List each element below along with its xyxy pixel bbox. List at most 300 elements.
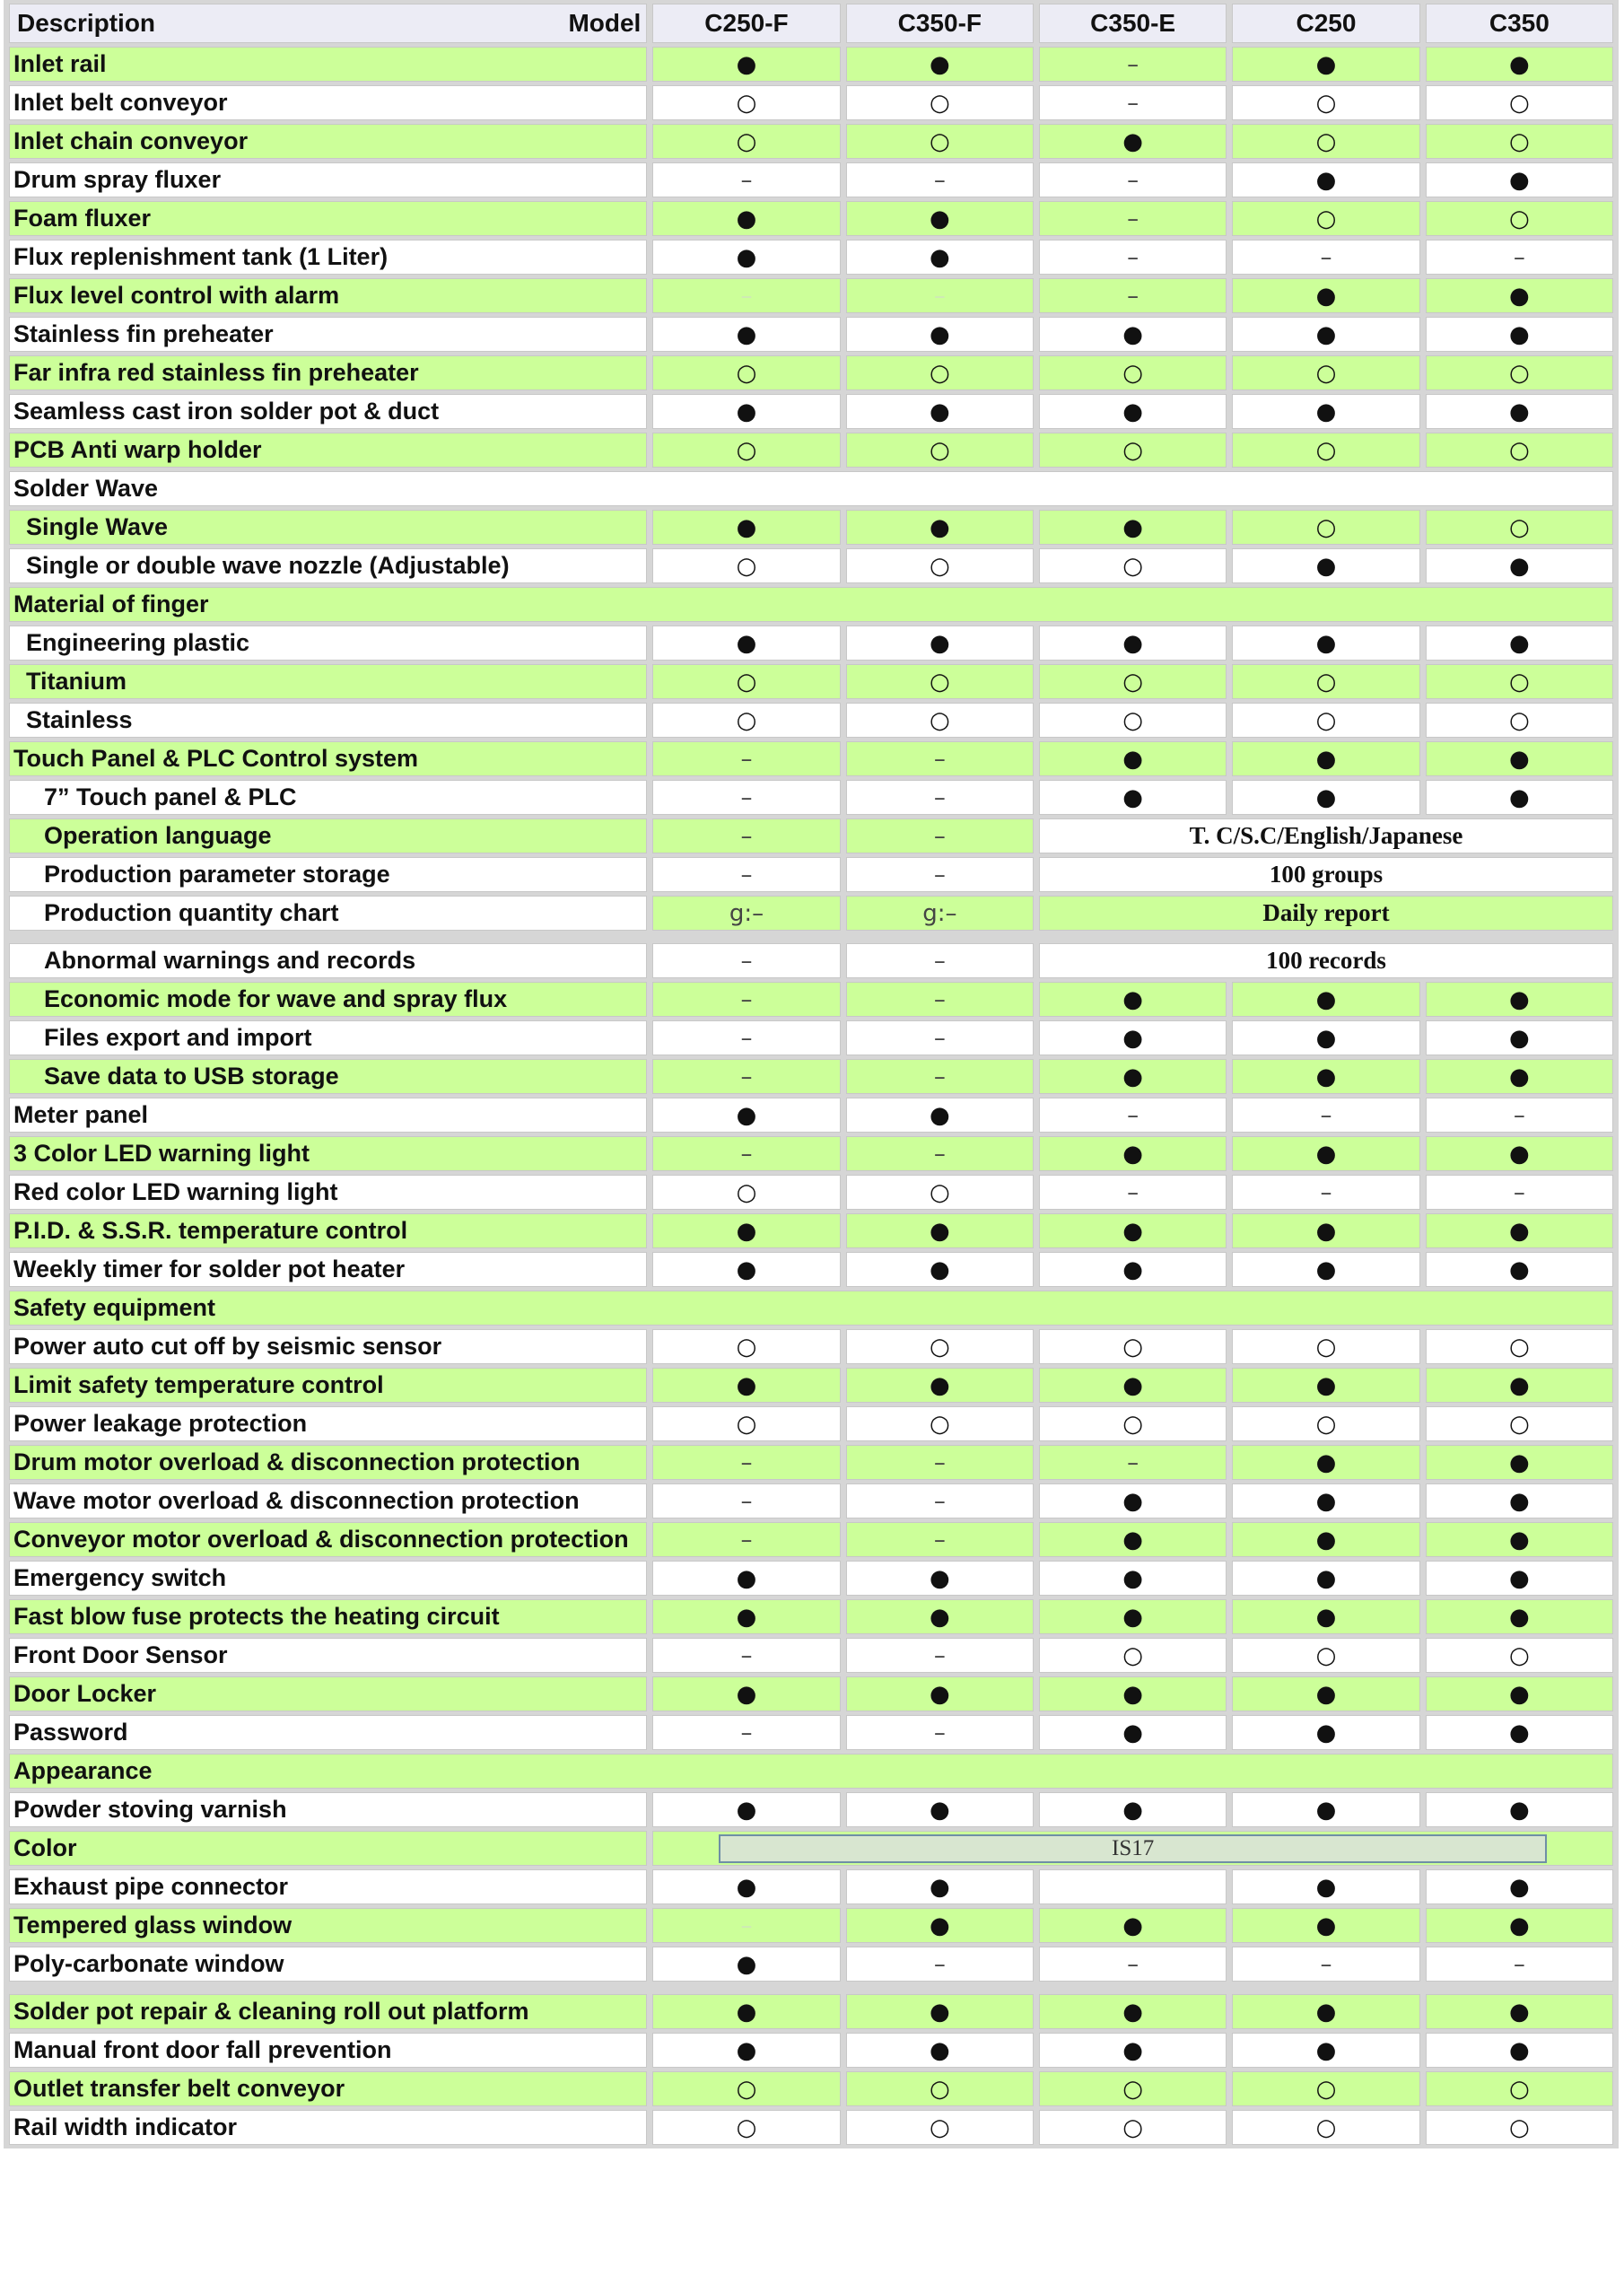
cell-c250 [1232, 510, 1419, 545]
not-available-dash: – [1127, 244, 1139, 271]
cell-c350-f [846, 2071, 1034, 2106]
standard-dot: ● [1508, 398, 1530, 425]
cell-c250-f [652, 1638, 840, 1673]
cell-c350-f [846, 162, 1034, 197]
table-row [9, 1483, 1613, 1518]
cell-c350-e [1039, 1908, 1227, 1943]
table-row [9, 1676, 1613, 1711]
standard-dot: ● [736, 1797, 757, 1824]
not-available-dash: – [933, 1951, 946, 1978]
cell-c350 [1426, 1059, 1613, 1094]
table-row [9, 1020, 1613, 1055]
standard-dot: ● [1315, 746, 1337, 773]
row-label-tempered-glass-window: Tempered glass window [9, 1908, 647, 1943]
standard-dot: ● [1122, 1218, 1143, 1245]
cell-c350 [1426, 278, 1613, 313]
not-available-dash: – [740, 1449, 753, 1476]
not-available-dash: – [740, 1025, 753, 1052]
optional-circle: ○ [1508, 669, 1530, 696]
gap-cell [9, 934, 1613, 940]
cell-c350-f [846, 510, 1034, 545]
cell-c250-f [652, 355, 840, 390]
standard-dot: ● [1508, 1063, 1530, 1090]
table-row [9, 741, 1613, 776]
cell-c350-e [1039, 1252, 1227, 1287]
row-label-appearance: Appearance [9, 1754, 1613, 1789]
faint-dash-mark: – [740, 1912, 753, 1939]
cell-c350-f [846, 1676, 1034, 1711]
section-row [9, 1291, 1613, 1326]
cell-c350-f [846, 2033, 1034, 2068]
cell-c250-f [652, 1368, 840, 1403]
standard-dot: ● [1508, 2037, 1530, 2064]
cell-c350-f [846, 1908, 1034, 1943]
table-row [9, 1445, 1613, 1480]
standard-dot: ● [929, 1912, 950, 1939]
standard-dot: ● [929, 51, 950, 78]
optional-circle: ○ [929, 1179, 950, 1206]
cell-c350 [1426, 1715, 1613, 1750]
cell-c350 [1426, 1213, 1613, 1248]
description-label: Description [17, 9, 156, 37]
table-row [9, 664, 1613, 699]
not-available-dash: – [1320, 1102, 1332, 1129]
table-row [9, 1947, 1613, 1982]
optional-circle: ○ [1315, 2114, 1337, 2141]
cell-c350-f [846, 1715, 1034, 1750]
standard-dot: ● [1508, 1797, 1530, 1824]
table-row [9, 1792, 1613, 1827]
cell-c350-e [1039, 1599, 1227, 1634]
cell-c250 [1232, 1715, 1419, 1750]
standard-dot: ● [1122, 784, 1143, 811]
not-available-dash: – [1127, 1179, 1139, 1206]
cell-c250-f [652, 394, 840, 429]
standard-dot: ● [1508, 1449, 1530, 1476]
feature-comparison-table [4, 0, 1619, 2148]
row-label-far-infra-red-stainless-fin-preheater: Far infra red stainless fin preheater [9, 355, 647, 390]
cell-c350-f [846, 626, 1034, 661]
cell-c250-f [652, 548, 840, 583]
optional-circle: ○ [1122, 707, 1143, 734]
table-row [9, 1406, 1613, 1441]
cell-c250-f [652, 1175, 840, 1210]
cell-c250 [1232, 240, 1419, 275]
standard-dot: ● [736, 1874, 757, 1901]
optional-circle: ○ [929, 707, 950, 734]
optional-circle: ○ [736, 707, 757, 734]
cell-c350-f [846, 1792, 1034, 1827]
cell-c350-e [1039, 2071, 1227, 2106]
cell-c250-f [652, 626, 840, 661]
not-available-dash: – [740, 948, 753, 975]
standard-dot: ● [1315, 1218, 1337, 1245]
not-available-dash: – [933, 1527, 946, 1553]
cell-c350 [1426, 433, 1613, 468]
standard-dot: ● [736, 1102, 757, 1129]
cell-c350-f [846, 2110, 1034, 2145]
optional-circle: ○ [1315, 1411, 1337, 1438]
cell-c350-f [846, 1252, 1034, 1287]
row-label-pcb-anti-warp-holder: PCB Anti warp holder [9, 433, 647, 468]
row-label-single-or-double-wave-nozzle-adjustable: Single or double wave nozzle (Adjustable) [9, 548, 647, 583]
cell-c350-e [1039, 1676, 1227, 1711]
standard-dot: ● [1315, 1063, 1337, 1090]
row-label-solder-pot-repair-cleaning-roll-out-platform: Solder pot repair & cleaning roll out platform [9, 1994, 647, 2029]
cell-c350-f [846, 1213, 1034, 1248]
not-available-dash: – [933, 1720, 946, 1746]
cell-c350-e [1039, 626, 1227, 661]
not-available-dash: – [933, 784, 946, 811]
optional-circle: ○ [736, 2076, 757, 2103]
standard-dot: ● [1508, 1141, 1530, 1168]
standard-dot: ● [1508, 1488, 1530, 1515]
table-row [9, 240, 1613, 275]
table-row [9, 510, 1613, 545]
cell-c250-f [652, 1483, 840, 1518]
optional-circle: ○ [1122, 2114, 1143, 2141]
faint-dash-mark: – [740, 283, 753, 310]
cell-c350-e [1039, 1445, 1227, 1480]
cell-c350-f [846, 1020, 1034, 1055]
table-row [9, 2071, 1613, 2106]
row-label-production-quantity-chart: Production quantity chart [9, 896, 647, 931]
cell-c350 [1426, 982, 1613, 1017]
not-available-dash: – [740, 1527, 753, 1553]
standard-dot: ● [1122, 128, 1143, 155]
row-label-7-touch-panel-plc: 7” Touch panel & PLC [9, 780, 647, 815]
model-header-c350-f: C350-F [846, 4, 1034, 43]
standard-dot: ● [1122, 321, 1143, 348]
optional-circle: ○ [1508, 128, 1530, 155]
cell-c350 [1426, 1947, 1613, 1982]
standard-dot: ● [929, 2037, 950, 2064]
cell-c250 [1232, 1994, 1419, 2029]
cell-c250 [1232, 1368, 1419, 1403]
row-label-drum-motor-overload-disconnection-protection: Drum motor overload & disconnection protection [9, 1445, 647, 1480]
cell-c350 [1426, 85, 1613, 120]
cell-c350-e [1039, 1561, 1227, 1596]
standard-dot: ● [1122, 1681, 1143, 1708]
standard-dot: ● [1315, 1372, 1337, 1399]
standard-dot: ● [1315, 1488, 1337, 1515]
standard-dot: ● [1122, 2037, 1143, 2064]
cell-c350-f [846, 1947, 1034, 1982]
cell-c250-f [652, 2110, 840, 2145]
cell-c250 [1232, 1483, 1419, 1518]
row-label-fast-blow-fuse-protects-the-heating-circuit: Fast blow fuse protects the heating circuit [9, 1599, 647, 1634]
not-available-dash: – [740, 1063, 753, 1090]
optional-circle: ○ [736, 2114, 757, 2141]
optional-circle: ○ [1315, 1334, 1337, 1361]
table-row [9, 85, 1613, 120]
cell-c250 [1232, 2033, 1419, 2068]
standard-dot: ● [1122, 514, 1143, 541]
optional-circle: ○ [1315, 669, 1337, 696]
cell-c350 [1426, 124, 1613, 159]
standard-dot: ● [736, 1565, 757, 1592]
standard-dot: ● [1315, 1256, 1337, 1283]
standard-dot: ● [929, 244, 950, 271]
row-label-power-auto-cut-off-by-seismic-sensor: Power auto cut off by seismic sensor [9, 1329, 647, 1364]
cell-c250-f [652, 1020, 840, 1055]
not-available-dash: – [740, 1720, 753, 1746]
table-row [9, 317, 1613, 352]
cell-c250 [1232, 2110, 1419, 2145]
not-available-dash: – [1513, 244, 1525, 271]
not-available-dash: – [933, 986, 946, 1013]
standard-dot: ● [929, 321, 950, 348]
not-available-dash: – [1127, 90, 1139, 117]
optional-circle: ○ [736, 553, 757, 580]
table-row [9, 2110, 1613, 2145]
standard-dot: ● [1315, 283, 1337, 310]
standard-dot: ● [1315, 553, 1337, 580]
cell-c250 [1232, 162, 1419, 197]
cell-c250-f [652, 741, 840, 776]
not-available-dash: – [1127, 283, 1139, 310]
cell-c250-f [652, 818, 840, 853]
optional-circle: ○ [1508, 2114, 1530, 2141]
standard-dot: ● [1508, 1527, 1530, 1553]
standard-dot: ● [736, 244, 757, 271]
row-label-solder-wave: Solder Wave [9, 471, 1613, 506]
table-row [9, 626, 1613, 661]
cell-c250 [1232, 394, 1419, 429]
cell-c350-e [1039, 1136, 1227, 1171]
cell-c350-f [846, 1368, 1034, 1403]
optional-circle: ○ [1508, 90, 1530, 117]
cell-c350 [1426, 780, 1613, 815]
cell-c250-f [652, 982, 840, 1017]
row-label-powder-stoving-varnish: Powder stoving varnish [9, 1792, 647, 1827]
cell-c350-f [846, 1483, 1034, 1518]
table-row [9, 2033, 1613, 2068]
table-row [9, 1098, 1613, 1133]
standard-dot: ● [1122, 1063, 1143, 1090]
cell-c250 [1232, 1522, 1419, 1557]
standard-dot: ● [1315, 1999, 1337, 2026]
cell-c350-e [1039, 982, 1227, 1017]
cell-c350-e [1039, 1368, 1227, 1403]
cell-c350 [1426, 2033, 1613, 2068]
table-row [9, 394, 1613, 429]
optional-circle: ○ [1315, 128, 1337, 155]
cell-c350 [1426, 1020, 1613, 1055]
not-available-dash: – [740, 1488, 753, 1515]
cell-c250-f [652, 201, 840, 236]
cell-c350-e [1039, 124, 1227, 159]
row-label-color: Color [9, 1831, 647, 1866]
optional-circle: ○ [1122, 669, 1143, 696]
cell-c250 [1232, 1059, 1419, 1094]
cell-c350 [1426, 1599, 1613, 1634]
row-label-inlet-rail: Inlet rail [9, 47, 647, 82]
cell-c350-e [1039, 780, 1227, 815]
standard-dot: ● [1315, 51, 1337, 78]
standard-dot: ● [1508, 784, 1530, 811]
optional-circle: ○ [929, 128, 950, 155]
standard-dot: ● [1508, 167, 1530, 194]
optional-circle: ○ [736, 1334, 757, 1361]
standard-dot: ● [1122, 1720, 1143, 1746]
row-label-stainless: Stainless [9, 703, 647, 738]
cell-c250-f [652, 1715, 840, 1750]
table-row [9, 1368, 1613, 1403]
standard-dot: ● [1315, 1449, 1337, 1476]
cell-c250 [1232, 47, 1419, 82]
cell-c350-e [1039, 433, 1227, 468]
not-available-dash: – [740, 986, 753, 1013]
not-available-dash: – [740, 862, 753, 888]
cell-c350 [1426, 1136, 1613, 1171]
cell-c350 [1426, 317, 1613, 352]
standard-dot: ● [736, 1681, 757, 1708]
row-label-red-color-led-warning-light: Red color LED warning light [9, 1175, 647, 1210]
cell-c350-e [1039, 1098, 1227, 1133]
cell-c350 [1426, 1676, 1613, 1711]
optional-circle: ○ [1508, 707, 1530, 734]
table-row [9, 124, 1613, 159]
standard-dot: ● [1315, 1681, 1337, 1708]
cell-c350 [1426, 162, 1613, 197]
section-row [9, 587, 1613, 622]
cell-c350-e [1039, 548, 1227, 583]
row-label-front-door-sensor: Front Door Sensor [9, 1638, 647, 1673]
standard-dot: ● [1508, 1912, 1530, 1939]
cell-c350 [1426, 664, 1613, 699]
optional-circle: ○ [736, 90, 757, 117]
gap-cell [9, 1985, 1613, 1991]
not-available-dash: – [740, 167, 753, 194]
standard-dot: ● [1315, 1720, 1337, 1746]
not-available-dash: g:– [922, 900, 957, 927]
standard-dot: ● [736, 51, 757, 78]
row-label-files-export-and-import: Files export and import [9, 1020, 647, 1055]
cell-c350 [1426, 1252, 1613, 1287]
cell-c350 [1426, 703, 1613, 738]
table-row [9, 818, 1613, 853]
row-label-material-of-finger: Material of finger [9, 587, 1613, 622]
standard-dot: ● [1508, 1565, 1530, 1592]
cell-c250-f [652, 433, 840, 468]
cell-c250-f [652, 317, 840, 352]
row-label-poly-carbonate-window: Poly-carbonate window [9, 1947, 647, 1982]
header-row [9, 4, 1613, 43]
table-row [9, 1522, 1613, 1557]
cell-c250 [1232, 982, 1419, 1017]
cell-c350 [1426, 201, 1613, 236]
standard-dot: ● [1508, 321, 1530, 348]
row-label-power-leakage-protection: Power leakage protection [9, 1406, 647, 1441]
standard-dot: ● [736, 398, 757, 425]
optional-circle: ○ [1508, 1642, 1530, 1669]
row-label-manual-front-door-fall-prevention: Manual front door fall prevention [9, 2033, 647, 2068]
cell-c250-f [652, 2033, 840, 2068]
standard-dot: ● [929, 1218, 950, 1245]
cell-c250 [1232, 1599, 1419, 1634]
cell-c350 [1426, 394, 1613, 429]
standard-dot: ● [1508, 1720, 1530, 1746]
cell-c250 [1232, 433, 1419, 468]
cell-c250 [1232, 1638, 1419, 1673]
row-label-safety-equipment: Safety equipment [9, 1291, 1613, 1326]
optional-circle: ○ [1122, 1411, 1143, 1438]
cell-c350-e [1039, 47, 1227, 82]
cell-c350-f [846, 1098, 1034, 1133]
standard-dot: ● [929, 1797, 950, 1824]
table-row [9, 896, 1613, 931]
optional-circle: ○ [1315, 90, 1337, 117]
not-available-dash: – [933, 167, 946, 194]
cell-c350-f [846, 317, 1034, 352]
standard-dot: ● [736, 514, 757, 541]
cell-c250-f [652, 240, 840, 275]
cell-c250-f [652, 162, 840, 197]
not-available-dash: – [740, 823, 753, 850]
table-row [9, 1994, 1613, 2029]
table-row [9, 982, 1613, 1017]
cell-c250 [1232, 201, 1419, 236]
cell-c350 [1426, 626, 1613, 661]
row-label-operation-language: Operation language [9, 818, 647, 853]
standard-dot: ● [1122, 1565, 1143, 1592]
table-row [9, 1329, 1613, 1364]
standard-dot: ● [1508, 1604, 1530, 1631]
standard-dot: ● [736, 1604, 757, 1631]
cell-c350-e [1039, 2110, 1227, 2145]
row-label-door-locker: Door Locker [9, 1676, 647, 1711]
row-gap [9, 1985, 1613, 1991]
not-available-dash: – [933, 1025, 946, 1052]
standard-dot: ● [929, 1565, 950, 1592]
standard-dot: ● [1315, 167, 1337, 194]
not-available-dash: – [933, 746, 946, 773]
optional-circle: ○ [929, 2076, 950, 2103]
cell-c350 [1426, 1994, 1613, 2029]
cell-c250-f [652, 1136, 840, 1171]
cell-c350 [1426, 1406, 1613, 1441]
table-row [9, 1136, 1613, 1171]
cell-c350-e [1039, 1792, 1227, 1827]
standard-dot: ● [1122, 1797, 1143, 1824]
not-available-dash: – [1320, 1951, 1332, 1978]
not-available-dash: – [740, 746, 753, 773]
not-available-dash: – [933, 1141, 946, 1168]
not-available-dash: – [933, 823, 946, 850]
optional-circle: ○ [736, 669, 757, 696]
standard-dot: ● [1315, 1141, 1337, 1168]
cell-c250-f [652, 1599, 840, 1634]
row-label-emergency-switch: Emergency switch [9, 1561, 647, 1596]
header-description-cell [9, 4, 647, 43]
standard-dot: ● [736, 321, 757, 348]
cell-c350 [1426, 1329, 1613, 1364]
standard-dot: ● [1315, 630, 1337, 657]
standard-dot: ● [1508, 1874, 1530, 1901]
optional-circle: ○ [736, 360, 757, 387]
row-label-titanium: Titanium [9, 664, 647, 699]
cell-empty [652, 278, 840, 313]
optional-circle: ○ [1508, 360, 1530, 387]
optional-circle: ○ [929, 669, 950, 696]
row-label-foam-fluxer: Foam fluxer [9, 201, 647, 236]
standard-dot: ● [929, 206, 950, 232]
cell-c250 [1232, 664, 1419, 699]
not-available-dash: g:– [729, 900, 764, 927]
cell-c250 [1232, 355, 1419, 390]
standard-dot: ● [1508, 1256, 1530, 1283]
